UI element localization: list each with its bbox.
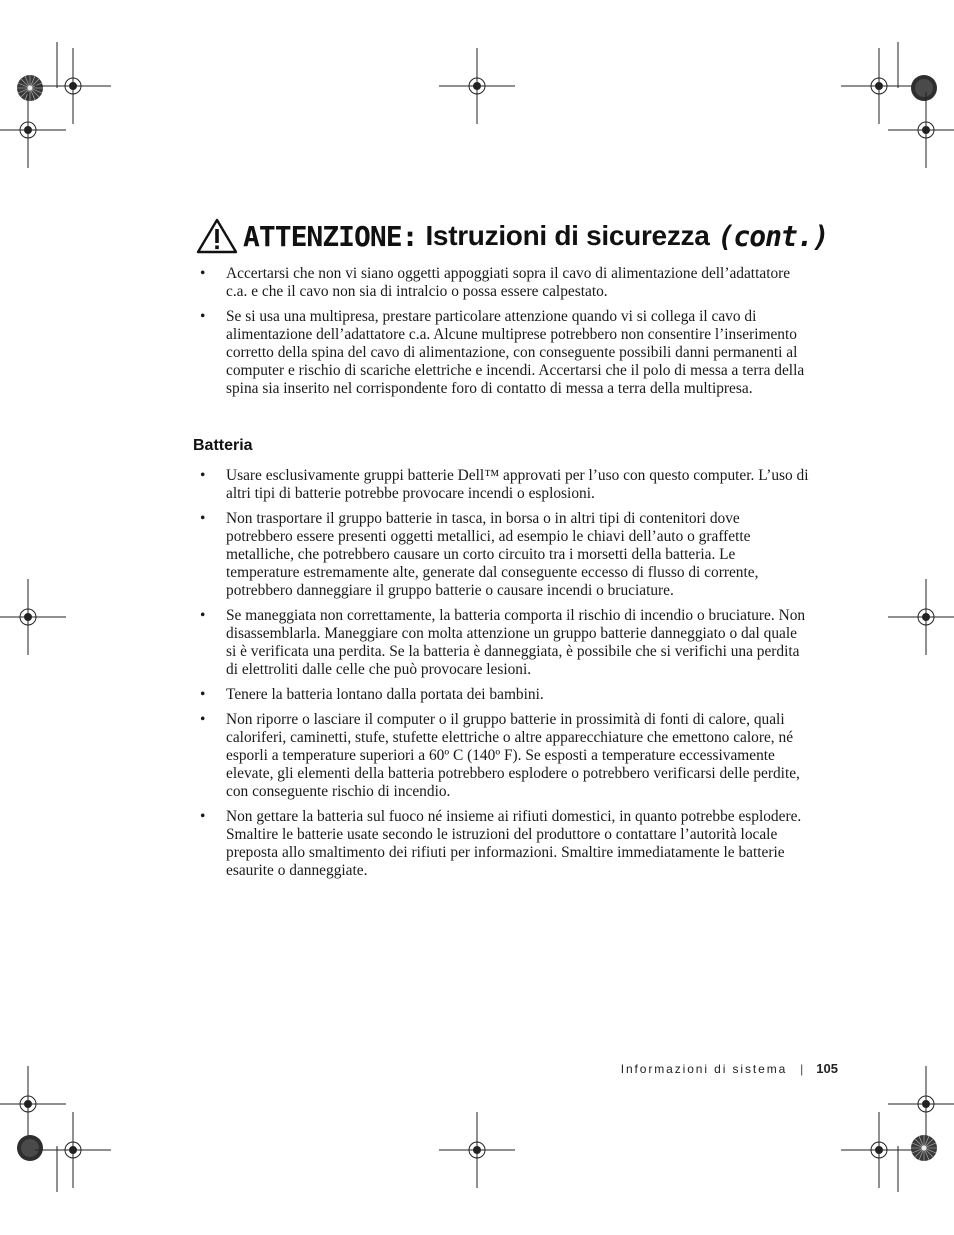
list-item: • Accertarsi che non vi siano oggetti appoggiati sopra il cavo di alimentazione dell’adattatore c.a. e che il cavo non sia di intralcio o possa essere calpestato. [200, 265, 791, 300]
bullet: • [200, 308, 206, 325]
warning-triangle-icon [196, 218, 238, 254]
footer-section-title: Informazioni di sistema [620, 1061, 788, 1076]
bullet: • [200, 808, 206, 825]
list-item: • Non trasportare il gruppo batterie in tasca, in borsa o in altri tipi di contenitori dove potrebbero essere presenti oggetti metallici, ad esempio le chiavi dell’auto o graffette metalliche, che potrebbero causare un corto circuito tra i morsetti della batteria. Le temperature estremamente alte, generate dal conseguente eccesso di flusso di corrente, potrebbero danneggiare il gruppo batterie o causare incendi o bruciature. [200, 510, 759, 599]
list-item: • Non riporre o lasciare il computer o il gruppo batterie in prossimità di fonti di calore, quali caloriferi, caminetti, stufe, stufette elettriche o altre apparecchiature che emettono calore, né esporli a temperature superiori a 60º C (140º F). Se esposti a temperature eccessivamente elevate, gli elementi della batteria potrebbero esplodere o potrebbero verificarsi delle perdite, con conseguente rischio di incendio. [200, 711, 800, 800]
bullet: • [200, 265, 206, 282]
page-number: 105 [816, 1061, 838, 1076]
bullet: • [200, 467, 206, 484]
page-title [196, 218, 829, 254]
list-item: • Tenere la batteria lontano dalla portata dei bambini. [200, 686, 544, 703]
bullet: • [200, 607, 206, 624]
title-text: Istruzioni di sicurezza [425, 220, 710, 251]
list-item: • Non gettare la batteria sul fuoco né insieme ai rifiuti domestici, in quanto potrebbe esplodere. Smaltire le batterie usate secondo le istruzioni del produttore o contattare l’autorità locale preposta allo smaltimento dei rifiuti per informazioni. Smaltire immediatamente le batterie esaurite o danneggiate. [200, 808, 802, 879]
title-cont: (cont.) [717, 219, 829, 253]
page-footer [580, 1061, 838, 1076]
intro-list [200, 265, 810, 405]
title-keyword: ATTENZIONE: [243, 219, 418, 253]
list-item: • Usare esclusivamente gruppi batterie Dell™ approvati per l’uso con questo computer. L’uso di altri tipi di batterie potrebbe provocare incendi o esplosioni. [200, 467, 809, 502]
section-heading-batteria: Batteria [193, 437, 253, 454]
bullet: • [200, 510, 206, 527]
footer-separator: | [800, 1061, 804, 1076]
bullet: • [200, 711, 206, 728]
bullet: • [200, 686, 206, 703]
list-item: • Se maneggiata non correttamente, la batteria comporta il rischio di incendio o bruciature. Non disassemblarla. Maneggiare con molta attenzione un gruppo batterie danneggiato o dal quale si è verificata una perdita. Se la batteria è danneggiata, è possibile che si verifichi una perdita di elettroliti dalle celle che può provocare lesioni. [200, 607, 806, 678]
list-item: • Se si usa una multipresa, prestare particolare attenzione quando vi si collega il cavo di alimentazione dell’adattatore c.a. Alcune multiprese potrebbero non consentire l’inserimento corretto della spina del cavo di alimentazione, con conseguente possibili danni permanenti al computer e rischio di scariche elettriche e incendi. Accertarsi che il polo di messa a terra della spina sia inserito nel corrispondente foro di contatto di messa a terra della multipresa. [200, 308, 805, 397]
battery-list [200, 467, 810, 887]
